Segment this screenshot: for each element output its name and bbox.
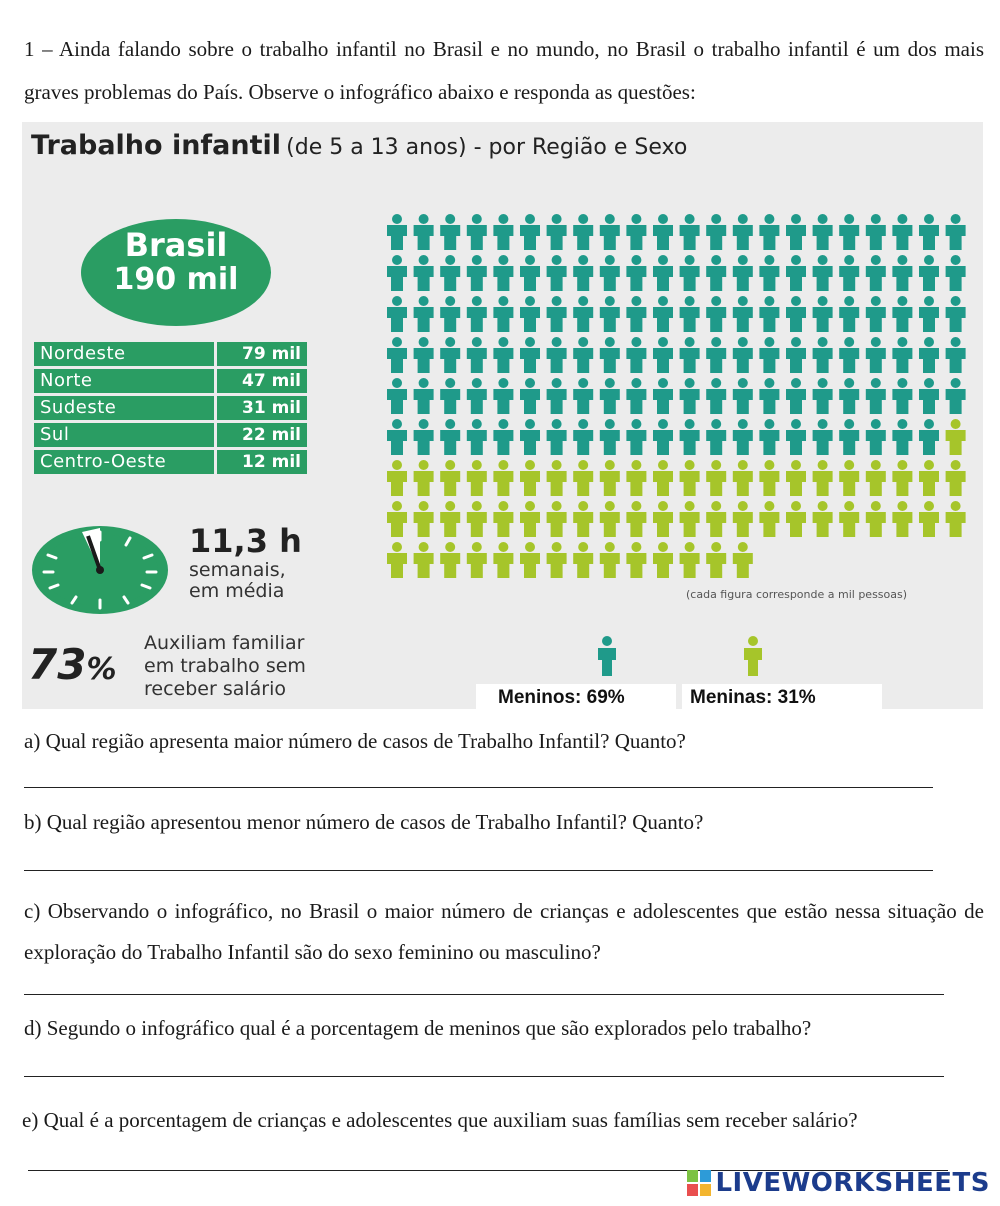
boy-figure-icon [493,419,513,455]
percent-number: 73 [28,640,87,689]
question-e: e) Qual é a porcentagem de crianças e adolescentes que auxiliam suas famílias sem receber salário? [22,1108,858,1132]
girl-figure-icon [892,501,912,537]
girl-figure-icon [414,460,434,496]
boy-figure-icon [946,337,966,373]
girl-figure-icon [493,501,513,537]
answer-line-a[interactable] [24,787,933,788]
boy-figure-icon [440,419,460,455]
boy-figure-icon [866,378,886,414]
boy-figure-icon [653,296,673,332]
boy-figure-icon [626,214,646,250]
girl-figure-icon [467,460,487,496]
boy-figure-icon [839,378,859,414]
girl-figure-icon [813,501,833,537]
girl-figure-icon [733,542,753,578]
boy-figure-icon [706,214,726,250]
boy-figure-icon [706,419,726,455]
girl-figure-icon [786,501,806,537]
boy-figure-icon [467,255,487,291]
boy-figure-icon [414,255,434,291]
girl-figure-icon [866,460,886,496]
girl-figure-icon [733,460,753,496]
boy-figure-icon [653,255,673,291]
boy-figure-icon [600,214,620,250]
boy-figure-icon [387,214,407,250]
boy-figure-icon [759,337,779,373]
girl-figure-icon [387,460,407,496]
girl-figure-icon [839,501,859,537]
boy-figure-icon [493,296,513,332]
girl-figure-icon [547,460,567,496]
girl-figure-icon [946,460,966,496]
girl-figure-icon [387,542,407,578]
girl-figure-icon [493,460,513,496]
boy-figure-icon [520,337,540,373]
percent-sign: % [86,652,117,687]
region-name: Sul [34,423,214,447]
boy-figure-icon [387,296,407,332]
boy-legend-icon [595,636,619,676]
boy-figure-icon [573,214,593,250]
girl-figure-icon [733,501,753,537]
boy-figure-icon [493,214,513,250]
boy-figure-icon [573,337,593,373]
boy-figure-icon [919,214,939,250]
girl-figure-icon [520,460,540,496]
region-name: Norte [34,369,214,393]
region-name: Nordeste [34,342,214,366]
boy-figure-icon [520,214,540,250]
boy-figure-icon [440,378,460,414]
region-value: 79 mil [217,342,307,366]
brand-text: LIVEWORKSHEETS [715,1168,990,1198]
boy-figure-icon [547,378,567,414]
boys-percentage-label: Meninos: 69% [476,684,676,709]
boy-figure-icon [733,214,753,250]
girl-figure-icon [626,460,646,496]
boy-figure-icon [786,296,806,332]
boy-figure-icon [414,214,434,250]
aux-description [144,632,306,701]
answer-line-b[interactable] [24,870,933,871]
girl-figure-icon [520,542,540,578]
boy-figure-icon [520,419,540,455]
aux-line3: receber salário [144,678,286,700]
region-name: Sudeste [34,396,214,420]
girl-figure-icon [866,501,886,537]
boy-figure-icon [653,214,673,250]
girl-figure-icon [946,419,966,455]
liveworksheets-logo-icon [687,1170,711,1196]
boy-figure-icon [467,378,487,414]
girl-figure-icon [547,501,567,537]
brasil-total: 190 mil [113,262,239,297]
boy-figure-icon [467,296,487,332]
hours-line1: semanais, [189,559,286,581]
boy-figure-icon [839,214,859,250]
boy-figure-icon [680,214,700,250]
boy-figure-icon [573,419,593,455]
girl-figure-icon [520,501,540,537]
boy-figure-icon [600,419,620,455]
girl-figure-icon [786,460,806,496]
boy-figure-icon [706,296,726,332]
boy-figure-icon [467,214,487,250]
boy-figure-icon [706,337,726,373]
boy-figure-icon [919,296,939,332]
region-value: 47 mil [217,369,307,393]
infographic-title-rest: (de 5 a 13 anos) - por Região e Sexo [286,135,688,160]
boy-figure-icon [680,337,700,373]
infographic-title-bold: Trabalho infantil [31,130,282,161]
boy-figure-icon [547,296,567,332]
girl-figure-icon [573,501,593,537]
answer-line-d[interactable] [24,1076,944,1077]
boy-figure-icon [946,255,966,291]
region-row [34,369,307,393]
boy-figure-icon [626,255,646,291]
infographic [22,122,983,709]
girl-figure-icon [839,460,859,496]
boy-figure-icon [440,255,460,291]
boy-figure-icon [414,337,434,373]
boy-figure-icon [813,255,833,291]
boy-figure-icon [414,296,434,332]
boy-figure-icon [892,255,912,291]
boy-figure-icon [493,255,513,291]
boy-figure-icon [706,255,726,291]
boy-figure-icon [733,378,753,414]
girl-figure-icon [706,542,726,578]
region-value: 31 mil [217,396,307,420]
girl-figure-icon [706,501,726,537]
boy-figure-icon [866,337,886,373]
boy-figure-icon [547,419,567,455]
boy-figure-icon [866,214,886,250]
percent-value [28,640,117,689]
grid-note: (cada figura corresponde a mil pessoas) [686,588,908,601]
boy-figure-icon [680,419,700,455]
hours-block [189,522,302,602]
boy-figure-icon [919,255,939,291]
boy-figure-icon [892,337,912,373]
boy-figure-icon [547,337,567,373]
boy-figure-icon [440,296,460,332]
region-row [34,342,307,366]
boy-figure-icon [839,296,859,332]
girl-figure-icon [440,501,460,537]
hours-value: 11,3 h [189,522,302,560]
girl-figure-icon [573,542,593,578]
brasil-label: Brasil [124,226,228,264]
boy-figure-icon [414,378,434,414]
intro-paragraph: 1 – Ainda falando sobre o trabalho infantil no Brasil e no mundo, no Brasil o trabalho infantil é um dos mais graves problemas do País. Observe o infográfico abaixo e responda as questões: [24,37,984,104]
boy-figure-icon [387,378,407,414]
boy-figure-icon [573,255,593,291]
boy-figure-icon [547,255,567,291]
boy-figure-icon [733,255,753,291]
boy-figure-icon [547,214,567,250]
girl-figure-icon [680,501,700,537]
boy-figure-icon [786,255,806,291]
boy-figure-icon [440,214,460,250]
boy-figure-icon [813,337,833,373]
boy-figure-icon [733,419,753,455]
region-name: Centro-Oeste [34,450,214,474]
boy-figure-icon [467,337,487,373]
boy-figure-icon [813,296,833,332]
boy-figure-icon [919,337,939,373]
boy-figure-icon [733,296,753,332]
answer-line-c[interactable] [24,994,944,995]
girl-figure-icon [653,460,673,496]
boy-figure-icon [653,378,673,414]
boy-figure-icon [946,214,966,250]
boy-figure-icon [653,419,673,455]
boy-figure-icon [919,419,939,455]
girl-figure-icon [759,460,779,496]
girl-figure-icon [440,542,460,578]
hours-line2: em média [189,580,285,602]
boy-figure-icon [493,337,513,373]
boy-figure-icon [653,337,673,373]
boy-figure-icon [387,255,407,291]
girl-figure-icon [573,460,593,496]
girl-figure-icon [467,501,487,537]
boy-figure-icon [813,378,833,414]
brasil-total-badge [81,219,271,326]
boy-figure-icon [680,378,700,414]
boy-figure-icon [759,378,779,414]
boy-figure-icon [892,419,912,455]
girl-figure-icon [387,501,407,537]
boy-figure-icon [866,419,886,455]
aux-line1: Auxiliam familiar [144,632,305,654]
girl-figure-icon [493,542,513,578]
boy-figure-icon [919,378,939,414]
boy-figure-icon [387,419,407,455]
girl-figure-icon [706,460,726,496]
infographic-title [31,130,687,161]
girl-figure-icon [414,501,434,537]
girl-figure-icon [600,460,620,496]
boy-figure-icon [892,296,912,332]
boy-figure-icon [786,378,806,414]
boy-figure-icon [839,255,859,291]
boy-figure-icon [786,337,806,373]
girl-figure-icon [547,542,567,578]
liveworksheets-brand[interactable] [687,1168,990,1198]
boy-figure-icon [520,255,540,291]
boy-figure-icon [600,296,620,332]
aux-line2: em trabalho sem [144,655,306,677]
regions-table [34,342,307,477]
boy-figure-icon [440,337,460,373]
girl-figure-icon [680,460,700,496]
person-icon-grid [384,212,983,592]
girl-figure-icon [467,542,487,578]
boy-figure-icon [866,255,886,291]
boy-figure-icon [573,378,593,414]
boy-figure-icon [600,378,620,414]
boy-figure-icon [680,255,700,291]
girl-figure-icon [440,460,460,496]
boy-figure-icon [759,296,779,332]
girl-figure-icon [414,542,434,578]
boy-figure-icon [600,255,620,291]
region-value: 22 mil [217,423,307,447]
boy-figure-icon [680,296,700,332]
girl-figure-icon [892,460,912,496]
question-d: d) Segundo o infográfico qual é a porcentagem de meninos que são explorados pelo trabalho? [24,1016,812,1040]
boy-figure-icon [866,296,886,332]
boy-figure-icon [839,337,859,373]
girl-figure-icon [680,542,700,578]
boy-figure-icon [493,378,513,414]
boy-figure-icon [706,378,726,414]
boy-figure-icon [786,214,806,250]
girls-percentage-label: Meninas: 31% [682,684,882,709]
girl-figure-icon [600,542,620,578]
region-row [34,423,307,447]
boy-figure-icon [626,378,646,414]
girl-legend-icon [741,636,765,676]
boy-figure-icon [626,337,646,373]
boy-figure-icon [946,296,966,332]
region-row [34,396,307,420]
boy-figure-icon [626,296,646,332]
clock-icon [30,520,180,620]
girl-figure-icon [946,501,966,537]
boy-figure-icon [839,419,859,455]
girl-figure-icon [653,542,673,578]
region-row [34,450,307,474]
boy-figure-icon [733,337,753,373]
girl-figure-icon [600,501,620,537]
boy-figure-icon [626,419,646,455]
girl-figure-icon [626,542,646,578]
boy-figure-icon [414,419,434,455]
boy-figure-icon [573,296,593,332]
girl-figure-icon [759,501,779,537]
boy-figure-icon [892,214,912,250]
question-a: a) Qual região apresenta maior número de casos de Trabalho Infantil? Quanto? [24,729,686,753]
boy-figure-icon [759,419,779,455]
question-b: b) Qual região apresentou menor número de casos de Trabalho Infantil? Quanto? [24,810,704,834]
boy-figure-icon [786,419,806,455]
boy-figure-icon [813,419,833,455]
region-value: 12 mil [217,450,307,474]
girl-figure-icon [919,501,939,537]
boy-figure-icon [892,378,912,414]
girl-figure-icon [653,501,673,537]
girl-figure-icon [919,460,939,496]
boy-figure-icon [387,337,407,373]
girl-figure-icon [626,501,646,537]
boy-figure-icon [600,337,620,373]
boy-figure-icon [759,255,779,291]
boy-figure-icon [520,296,540,332]
girl-figure-icon [813,460,833,496]
boy-figure-icon [520,378,540,414]
boy-figure-icon [467,419,487,455]
boy-figure-icon [813,214,833,250]
boy-figure-icon [946,378,966,414]
question-c: c) Observando o infográfico, no Brasil o maior número de crianças e adolescentes que estão nessa situação de exploração do Trabalho Infantil são do sexo feminino ou masculino? [24,899,984,964]
boy-figure-icon [759,214,779,250]
